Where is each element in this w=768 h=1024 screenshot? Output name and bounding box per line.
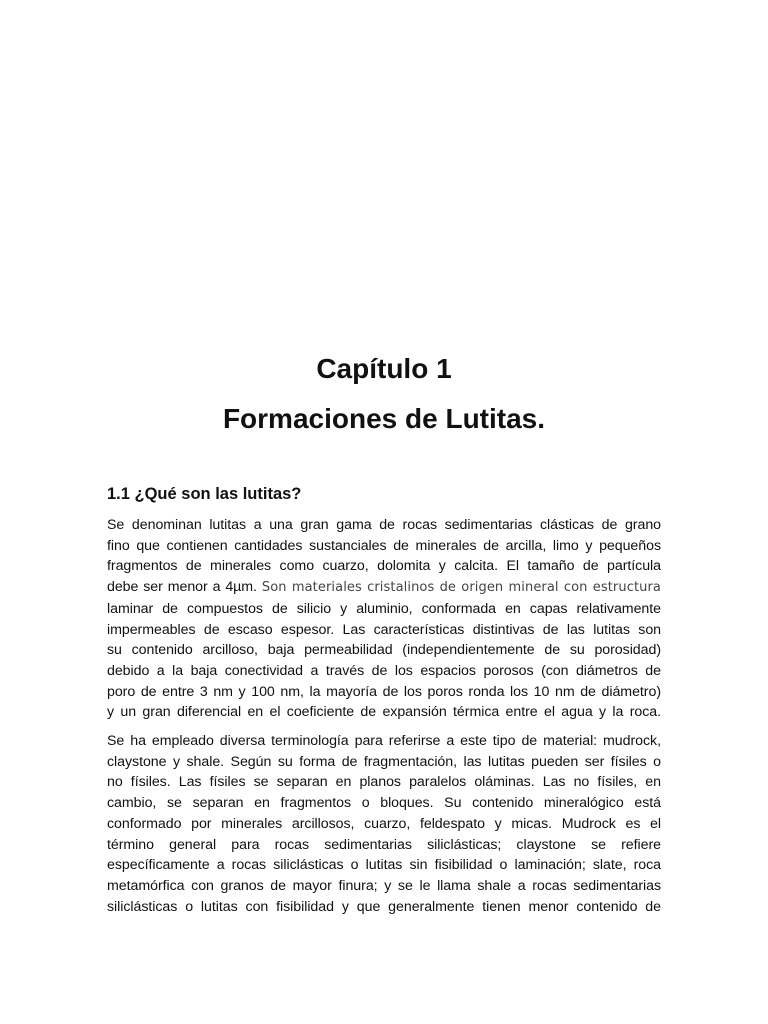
paragraph-line: poro de entre 3 nm y 100 nm, la mayoría de los poros ronda los 10 nm de diámetro) [107, 683, 661, 700]
paragraph-line-mixed [107, 577, 661, 599]
paragraph-line: fragmentos de minerales como cuarzo, dolomita y calcita. El tamaño de partícula [107, 558, 661, 575]
paragraph-line: siliclásticas o lutitas con fisibilidad y que generalmente tienen menor contenido de [107, 898, 661, 915]
paragraph-terminology [107, 731, 661, 917]
chapter-title: Formaciones de Lutitas. [222, 403, 546, 434]
chapter-heading [0, 344, 768, 444]
chapter-number: Capítulo 1 [316, 353, 452, 384]
paragraph-line: Se ha empleado diversa terminología para referirse a este tipo de material: mudrock, [107, 733, 661, 749]
paragraph-line: impermeables de escaso espesor. Las características distintivas de las lutitas son [107, 621, 661, 638]
section-title: 1.1 ¿Qué son las lutitas? [107, 485, 302, 503]
paragraph-line: claystone y shale. Según su forma de fragmentación, las lutitas pueden ser físiles o [107, 753, 661, 770]
paragraph-line: su contenido arcilloso, baja permeabilidad (independientemente de su porosidad) [107, 642, 661, 659]
paragraph-line: y un gran diferencial en el coeficiente de expansión térmica entre el agua y la roca. [107, 704, 661, 721]
paragraph-line: no físiles. Las físiles se separan en planos paralelos oláminas. Las no físiles, en [107, 774, 661, 791]
paragraph-line: conformado por minerales arcillosos, cuarzo, feldespato y micas. Mudrock es el [107, 815, 661, 832]
paragraph-definition [107, 515, 661, 723]
paragraph-line: fino que contienen cantidades sustanciales de minerales de arcilla, limo y pequeños [107, 537, 661, 554]
paragraph-line: cambio, se separan en fragmentos o bloques. Su contenido mineralógico está [107, 795, 661, 812]
paragraph-fragment: debe ser menor a 4µm. [107, 579, 257, 596]
paragraph-line: específicamente a rocas siliclásticas o lutitas sin fisibilidad o laminación; slate, roca [107, 857, 661, 874]
paragraph-line: debido a la baja conectividad a través de los espacios porosos (con diámetros de [107, 662, 661, 679]
paragraph-line: Se denominan lutitas a una gran gama de rocas sedimentarias clásticas de grano [107, 517, 661, 533]
paragraph-line: metamórfica con granos de mayor finura; y se le llama shale a rocas sedimentarias [107, 877, 661, 894]
paragraph-fragment-alt-font: Son materiales cristalinos de origen mineral con estructura [261, 580, 661, 596]
paragraph-line: término general para rocas sedimentarias siliclásticas; claystone se refiere [107, 836, 661, 853]
paragraph-line: laminar de compuestos de silicio y aluminio, conformada en capas relativamente [107, 600, 661, 617]
